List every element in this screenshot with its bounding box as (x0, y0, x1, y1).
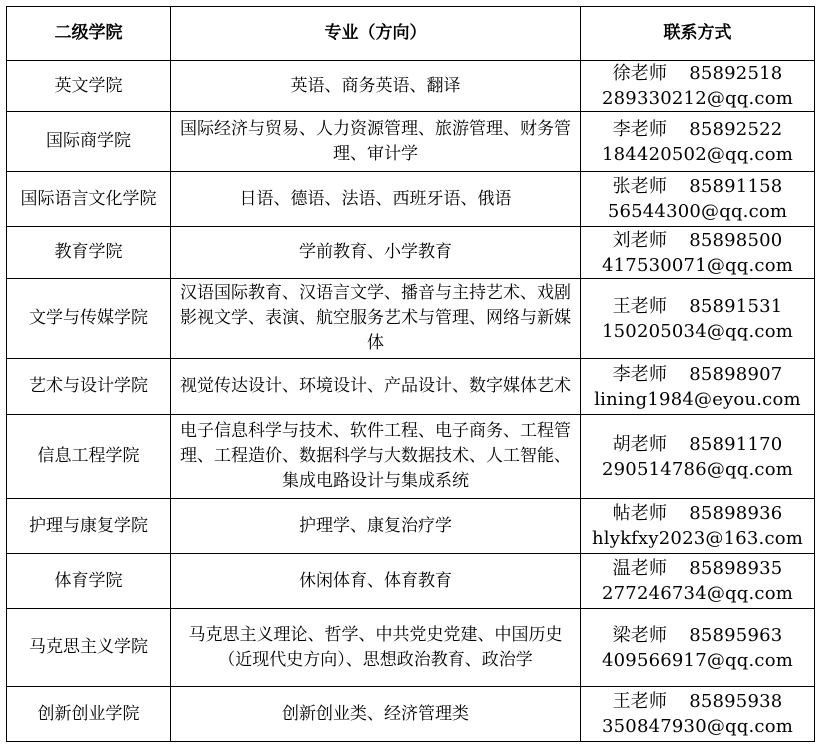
teacher-name: 胡老师 (612, 433, 668, 455)
contact-cell (581, 609, 815, 687)
header-contact: 联系方式 (581, 7, 815, 61)
contact-cell (581, 279, 815, 359)
contact-cell (581, 172, 815, 227)
major-cell: 护理学、康复治疗学 (171, 499, 581, 554)
email-address: 417530071@qq.com (601, 254, 794, 276)
table-row (7, 172, 815, 227)
major-cell: 电子信息科学与技术、软件工程、电子商务、工程管理、工程造价、数据科学与大数据技术、人工智能、集成电路设计与集成系统 (171, 415, 581, 499)
contact-cell (581, 227, 815, 279)
email-address: 184420502@qq.com (601, 143, 794, 165)
header-row (7, 7, 815, 61)
email-address: 409566917@qq.com (601, 649, 794, 671)
major-cell: 休闲体育、体育教育 (171, 554, 581, 609)
major-cell: 创新创业类、经济管理类 (171, 687, 581, 742)
table-row (7, 227, 815, 279)
table-row (7, 415, 815, 499)
college-cell: 创新创业学院 (7, 687, 171, 742)
contact-cell (581, 415, 815, 499)
contact-cell (581, 112, 815, 172)
college-cell: 教育学院 (7, 227, 171, 279)
contact-cell (581, 499, 815, 554)
college-cell: 艺术与设计学院 (7, 359, 171, 415)
college-cell: 英文学院 (7, 61, 171, 112)
college-cell: 马克思主义学院 (7, 609, 171, 687)
phone-number: 85898907 (689, 363, 783, 385)
phone-number: 85895938 (689, 691, 783, 712)
teacher-name: 张老师 (612, 176, 668, 197)
teacher-name: 王老师 (612, 295, 668, 317)
major-cell: 视觉传达设计、环境设计、产品设计、数字媒体艺术 (171, 359, 581, 415)
header-major: 专业（方向） (171, 7, 581, 61)
phone-number: 85898500 (689, 229, 783, 251)
email-address: 277246734@qq.com (601, 583, 794, 604)
teacher-name: 徐老师 (612, 63, 668, 84)
college-cell: 体育学院 (7, 554, 171, 609)
college-cell: 国际商学院 (7, 112, 171, 172)
phone-number: 85891158 (689, 176, 783, 197)
phone-number: 85891531 (689, 295, 783, 317)
table-row (7, 554, 815, 609)
teacher-name: 温老师 (612, 558, 668, 579)
teacher-name: 李老师 (612, 118, 668, 140)
teacher-name: 刘老师 (612, 229, 668, 251)
email-address: 290514786@qq.com (601, 458, 794, 480)
phone-number: 85898936 (689, 503, 783, 524)
email-address: 289330212@qq.com (601, 88, 794, 109)
major-cell: 汉语国际教育、汉语言文学、播音与主持艺术、戏剧影视文学、表演、航空服务艺术与管理、网络与新媒体 (171, 279, 581, 359)
email-address: 56544300@qq.com (607, 201, 788, 222)
major-cell: 日语、德语、法语、西班牙语、俄语 (171, 172, 581, 227)
major-cell: 马克思主义理论、哲学、中共党史党建、中国历史（近现代史方向）、思想政治教育、政治学 (171, 609, 581, 687)
teacher-name: 李老师 (612, 363, 668, 385)
college-cell: 文学与传媒学院 (7, 279, 171, 359)
teacher-name: 梁老师 (612, 624, 668, 646)
college-cell: 护理与康复学院 (7, 499, 171, 554)
phone-number: 85898935 (689, 558, 783, 579)
phone-number: 85892522 (689, 118, 783, 140)
college-contact-table (6, 6, 815, 742)
major-cell: 国际经济与贸易、人力资源管理、旅游管理、财务管理、审计学 (171, 112, 581, 172)
phone-number: 85892518 (689, 63, 783, 84)
teacher-name: 王老师 (612, 691, 668, 712)
college-cell: 国际语言文化学院 (7, 172, 171, 227)
table-row (7, 609, 815, 687)
major-cell: 英语、商务英语、翻译 (171, 61, 581, 112)
table-row (7, 279, 815, 359)
contact-cell (581, 61, 815, 112)
header-college: 二级学院 (7, 7, 171, 61)
email-address: lining1984@eyou.com (594, 388, 801, 410)
table-row (7, 61, 815, 112)
phone-number: 85891170 (689, 433, 783, 455)
contact-cell (581, 554, 815, 609)
table-row (7, 687, 815, 742)
email-address: 150205034@qq.com (601, 320, 794, 342)
email-address: 350847930@qq.com (601, 716, 794, 737)
college-cell: 信息工程学院 (7, 415, 171, 499)
phone-number: 85895963 (689, 624, 783, 646)
table-row (7, 359, 815, 415)
email-address: hlykfxy2023@163.com (591, 528, 804, 549)
teacher-name: 帖老师 (612, 503, 668, 524)
contact-cell (581, 687, 815, 742)
contact-cell (581, 359, 815, 415)
major-cell: 学前教育、小学教育 (171, 227, 581, 279)
table-row (7, 112, 815, 172)
table-row (7, 499, 815, 554)
